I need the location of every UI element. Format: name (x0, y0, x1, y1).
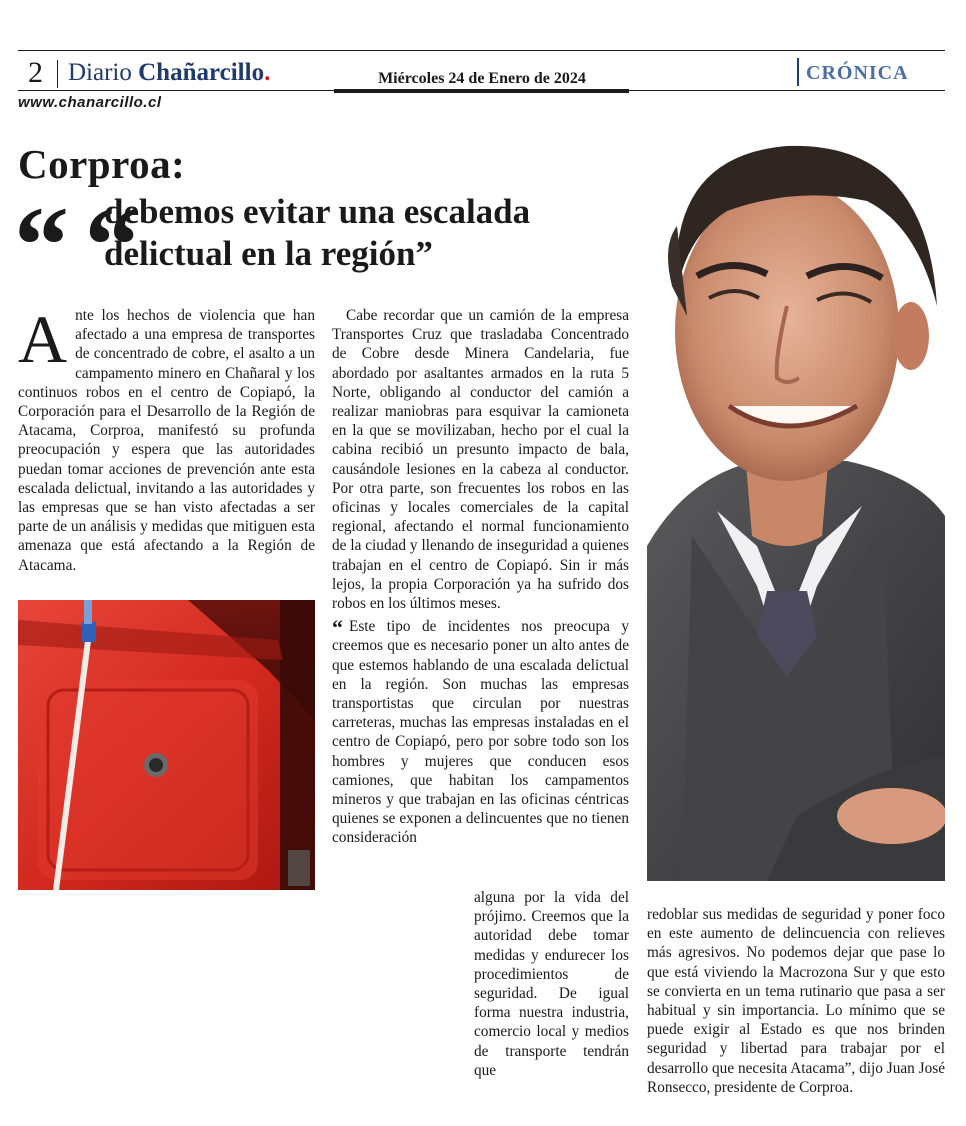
article-paragraph-3 (332, 617, 629, 847)
header-top-rule (18, 50, 945, 51)
page-number: 2 (28, 56, 43, 89)
site-url[interactable]: www.chanarcillo.cl (18, 94, 162, 111)
article-subtitle: debemos evitar una escalada delictual en la región” (104, 192, 531, 273)
issue-date: Miércoles 24 de Enero de 2024 (378, 70, 586, 87)
paragraph-3-text: Este tipo de incidentes nos preocupa y creemos que es necesario poner un alto antes de que estemos hablando de una escalada delictual en la región. Son muchas las empresas transportistas que circulan por nuestras carreteras, muchas las empresas instaladas en el centro de Copiapó, pero por sobre todo son los hombres y mujeres que conducen esos camiones, que habitan los campamentos mineros y que trabajan en las oficinas céntricas quienes se exponen a delincuentes que no tienen consideración (332, 618, 629, 847)
article-paragraph-4: redoblar sus medidas de seguridad y poner foco en este aumento de delincuencia con relieves más agresivos. No podemos dejar que pase lo que está viviendo la Macrozona Sur y que esto se convierta en un tema rutinario que pasa a ser habitual y sin importancia. Lo mínimo que se puede exigir al Estado es que nos brinden seguridad y libertad para trabajar por el desarrollo que necesita Atacama”, dijo Juan José Ronsecco, presidente de Corproa. (647, 906, 945, 1096)
article-title: Corproa: (18, 141, 186, 187)
paper-name (68, 59, 270, 87)
section-label: CRÓNICA (806, 62, 909, 84)
paragraph-2-text: Cabe recordar que un camión de la empresa Transportes Cruz que trasladaba Concentrado de Cobre desde Minera Candelaria, fue abordado por asaltantes armados en la ruta 5 Norte, obligando al conductor del camión a realizar maniobras para esquivar la camioneta en la que se movilizaban, hecho por el cual la cabina recibió un presunto impacto de bala, causándole lesiones en la cabeza al conductor. Por otra parte, son frecuentes los robos en las oficinas y locales comerciales de la capital regional, afectando el normal funcionamiento de la ciudad y llenando de inseguridad a quienes trabajan en el centro de Copiapó. Sin ir más lejos, la propia Corporación ya ha sufrido dos robos en los últimos meses. (332, 307, 629, 613)
date-underline-bar (334, 89, 629, 93)
drop-cap: A (18, 301, 68, 377)
portrait-photo (647, 116, 945, 881)
paper-name-prefix: Diario (68, 59, 139, 86)
headline-quote-mark: “ “ (14, 184, 134, 306)
article-paragraph-1 (18, 301, 315, 575)
paper-name-bold: Chañarcillo (138, 59, 265, 86)
article-column-2 (332, 306, 629, 848)
article-paragraph-2 (332, 306, 629, 613)
paper-name-dot: . (264, 59, 271, 86)
section-divider (797, 58, 799, 86)
truck-photo (18, 600, 315, 890)
article-paragraph-3-continued: alguna por la vida del prójimo. Creemos que la autoridad debe tomar medidas y endurecer los procedimientos de seguridad. De igual forma nuestra industria, comercio local y medios de transporte tendrán que (474, 889, 629, 1079)
header-divider (57, 60, 58, 88)
quote-icon: “ (332, 615, 343, 641)
paragraph-1-text: nte los hechos de violencia que han afectado a una empresa de transportes de concentrado de cobre, el asalto a un campamento minero en Chañaral y los continuos robos en el centro de Copiapó, la Corporación para el Desarrollo de la Región de Atacama, Corproa, manifestó su profunda preocupación y espera que las autoridades puedan tomar acciones de prevención ante esta escalada delictual, invitando a las autoridades y las empresas que se han visto afectadas a ser parte de un análisis y medidas que mitiguen esta amenaza que está afectando a la Región de Atacama. (18, 307, 315, 574)
